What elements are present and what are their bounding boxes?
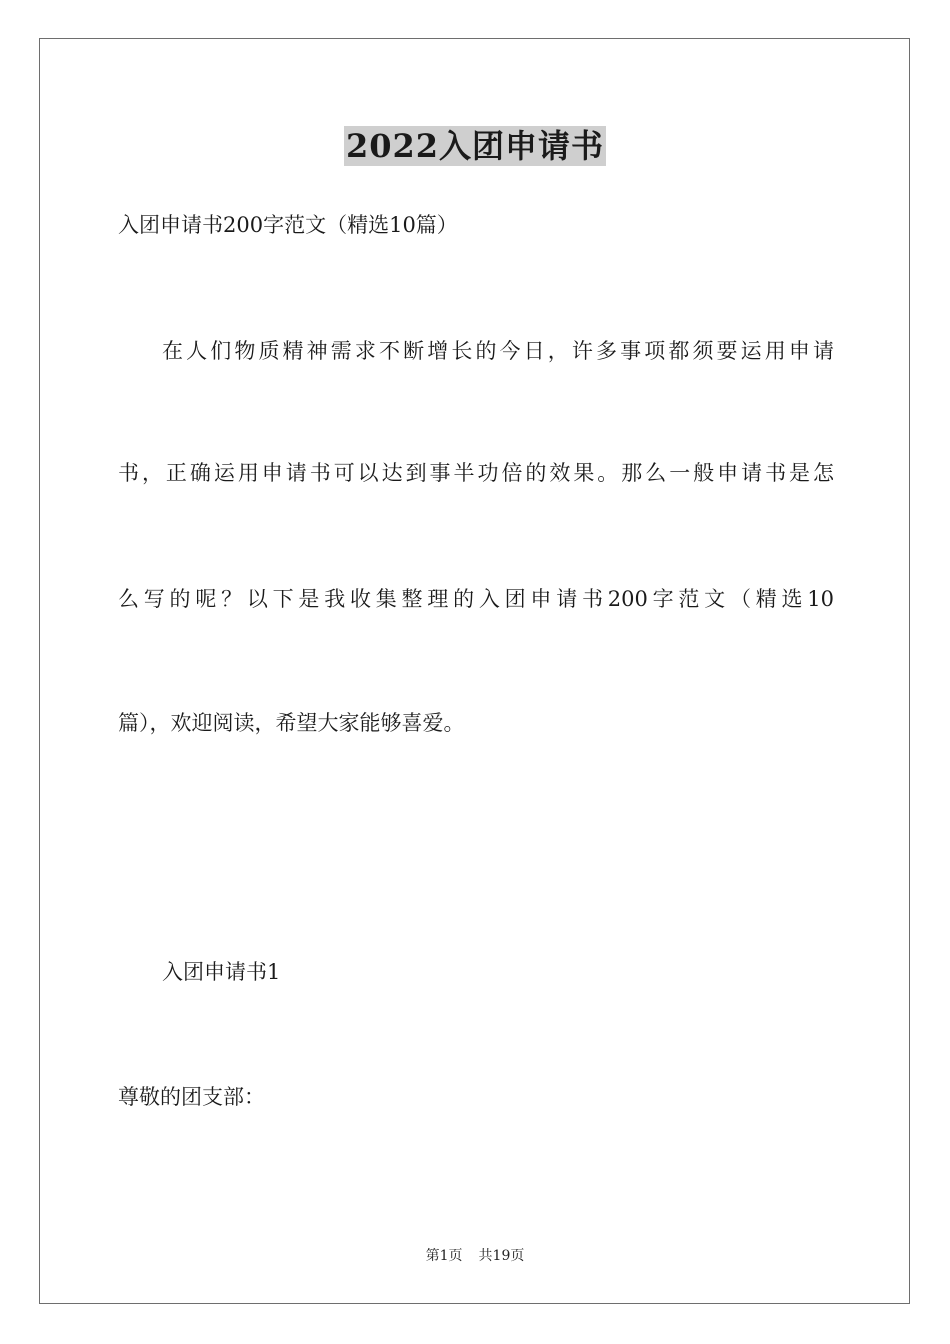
- intro-line-2: 书，正确运用申请书可以达到事半功倍的效果。那么一般申请书是怎: [118, 461, 834, 485]
- document-title: [0, 126, 950, 166]
- document-subtitle: 入团申请书200字范文（精选10篇）: [118, 213, 458, 237]
- page-footer: [0, 1246, 950, 1266]
- intro-line-3: 么写的呢？以下是我收集整理的入团申请书200字范文（精选10: [118, 587, 834, 611]
- document-title-text: 2022入团申请书: [345, 127, 605, 165]
- total-pages: 共19页: [478, 1248, 525, 1264]
- intro-line-1: 在人们物质精神需求不断增长的今日，许多事项都须要运用申请: [162, 339, 834, 363]
- salutation: 尊敬的团支部：: [118, 1085, 265, 1109]
- section-heading: 入团申请书1: [162, 960, 281, 984]
- page-number: 第1页: [425, 1248, 463, 1264]
- intro-line-4: 篇），欢迎阅读，希望大家能够喜爱。: [118, 711, 465, 735]
